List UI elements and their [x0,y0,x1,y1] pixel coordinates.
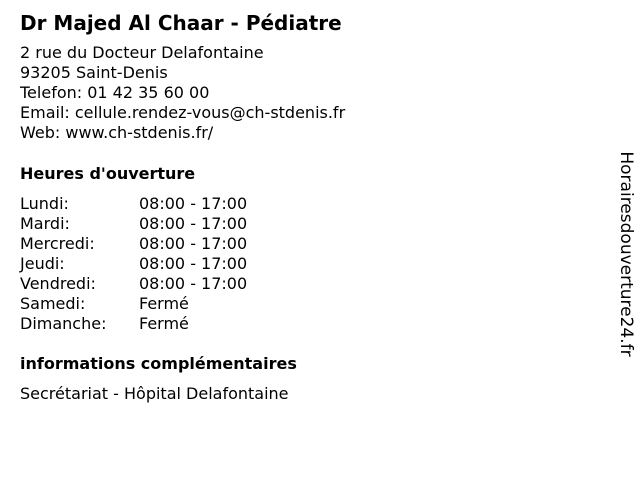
day-hours: 08:00 - 17:00 [139,254,248,273]
day-hours: 08:00 - 17:00 [139,234,248,253]
day-hours: Fermé [139,294,189,313]
day-label: Dimanche: [20,314,107,333]
day-hours: 08:00 - 17:00 [139,194,248,213]
hours-row-sunday [20,314,247,334]
city-postcode: 93205 Saint-Denis [20,63,168,82]
day-label: Jeudi: [20,254,65,273]
hours-row-friday [20,274,247,294]
website-link: Web: www.ch-stdenis.fr/ [20,123,214,142]
page-title: Dr Majed Al Chaar - Pédiatre [20,11,342,35]
hours-row-monday [20,194,247,214]
email-address: Email: cellule.rendez-vous@ch-stdenis.fr [20,103,346,122]
opening-hours-table [20,194,247,334]
hours-row-thursday [20,254,247,274]
hours-row-wednesday [20,234,247,254]
day-label: Samedi: [20,294,86,313]
day-label: Mardi: [20,214,70,233]
day-hours: Fermé [139,314,189,333]
day-label: Vendredi: [20,274,96,293]
phone-number: Telefon: 01 42 35 60 00 [20,83,210,102]
hours-row-saturday [20,294,247,314]
day-hours: 08:00 - 17:00 [139,214,248,233]
opening-hours-heading: Heures d'ouverture [20,164,196,183]
additional-info-heading: informations complémentaires [20,354,297,373]
additional-info-text: Secrétariat - Hôpital Delafontaine [20,384,289,403]
site-watermark: Horairesdouverture24.fr [616,151,636,357]
day-hours: 08:00 - 17:00 [139,274,248,293]
contact-block [20,43,345,143]
hours-row-tuesday [20,214,247,234]
street-address: 2 rue du Docteur Delafontaine [20,43,264,62]
day-label: Mercredi: [20,234,95,253]
day-label: Lundi: [20,194,69,213]
